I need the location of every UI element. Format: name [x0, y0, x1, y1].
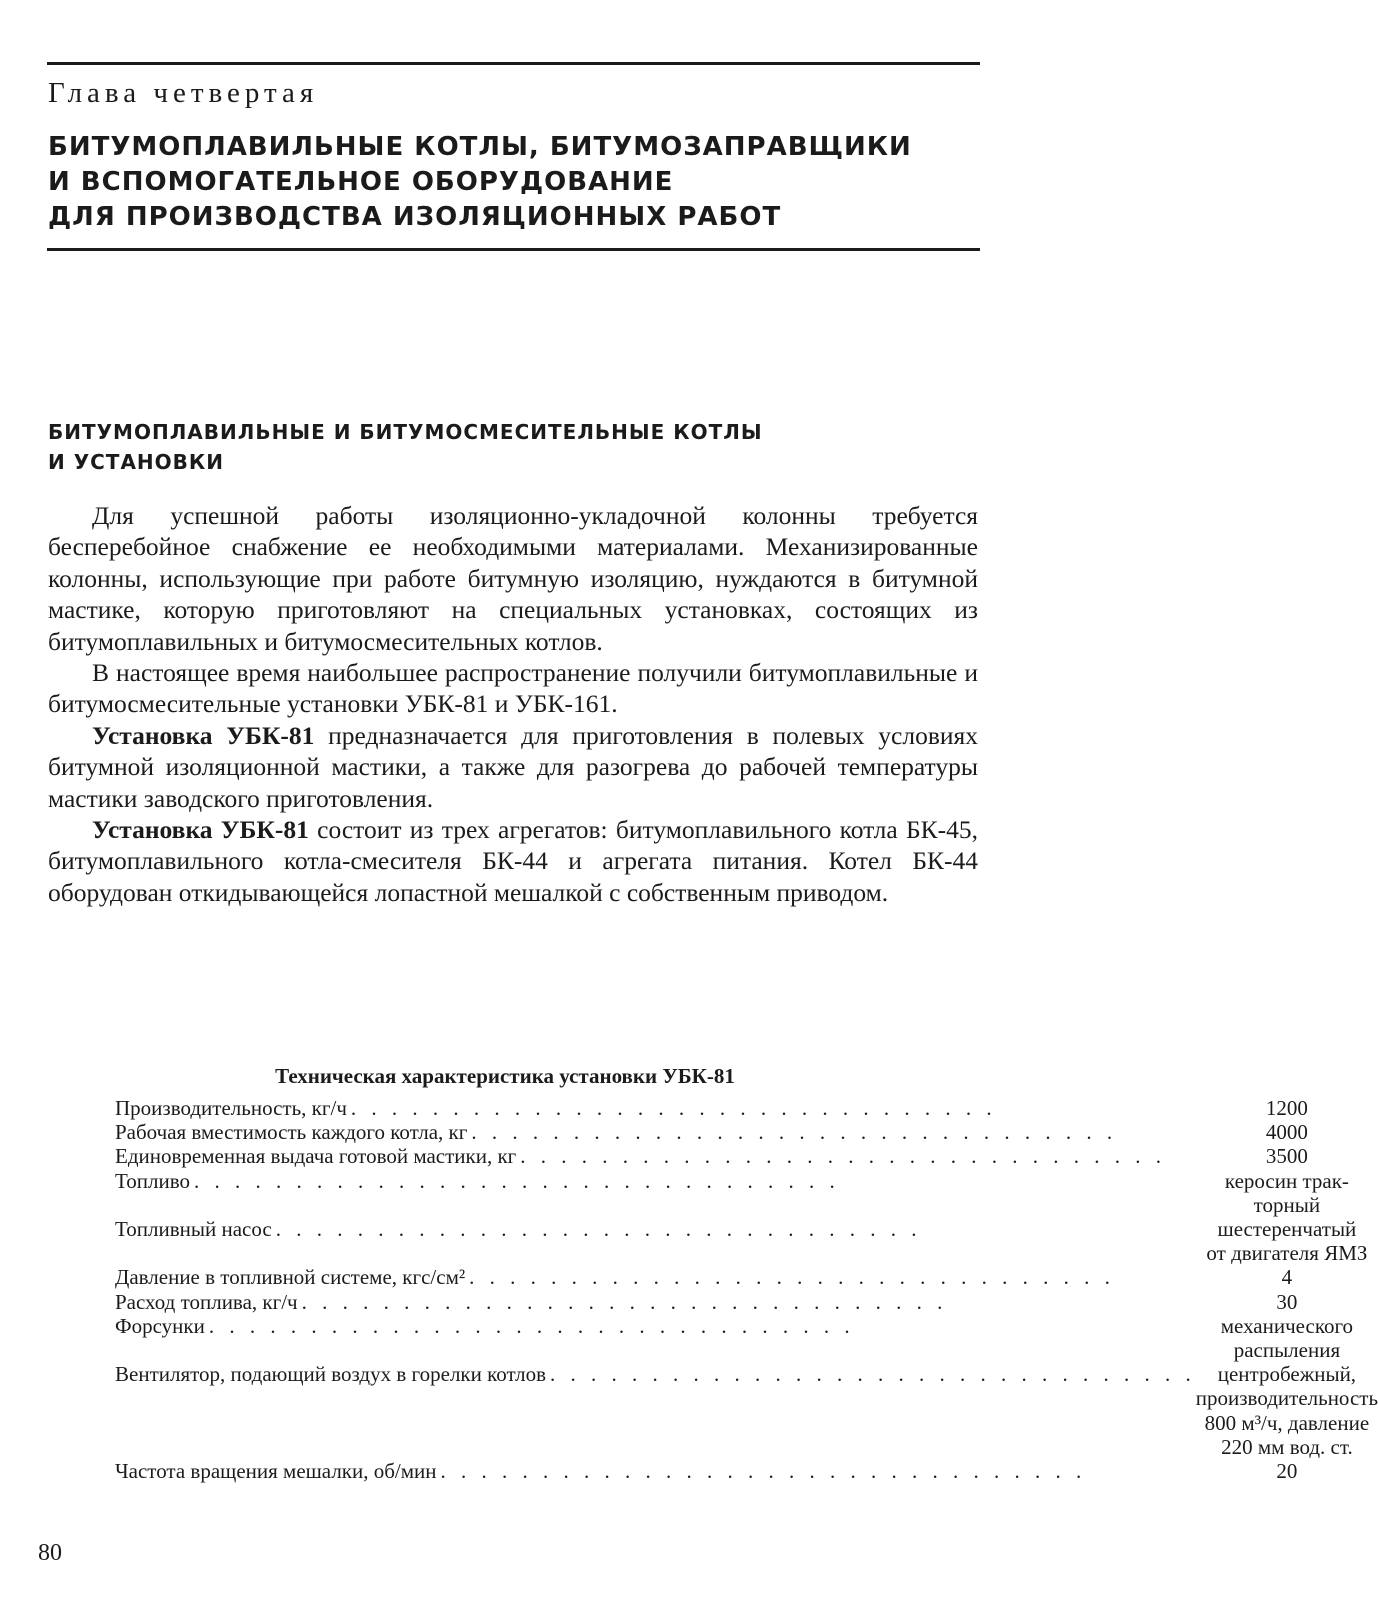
- spec-value-cell: [1196, 1459, 1378, 1483]
- spec-label-cell: [115, 1314, 1196, 1362]
- paragraph-text: состоит из трех агрегатов: битумоплавильного котла БК-45, битумоплавильного котла-смесителя БК-44 и агрегата питания. Котел БК-44 оборудован откидывающейся лопастной мешалкой с собственным приводом.: [48, 815, 978, 907]
- dot-leader: . . . . . . . . . . . . . . . . . . . . . . . . . . . . . . . .: [550, 1362, 1196, 1387]
- dot-leader: . . . . . . . . . . . . . . . . . . . . . . . . . . . . . . . .: [520, 1144, 1167, 1169]
- spec-value-cell: [1196, 1096, 1378, 1120]
- spec-value-line: 3500: [1265, 1144, 1308, 1169]
- spec-value-line: от двигателя ЯМЗ: [1206, 1241, 1368, 1266]
- spec-label-wrap: [115, 1459, 1196, 1483]
- top-rule: [47, 62, 980, 65]
- spec-value-line: шестеренчатый: [1217, 1217, 1357, 1242]
- spec-value-line: механического: [1220, 1313, 1354, 1338]
- spec-value-line: 4000: [1265, 1120, 1308, 1145]
- spec-label-wrap: [115, 1362, 1196, 1386]
- spec-label: Рабочая вместимость каждого котла, кг: [115, 1120, 468, 1145]
- spec-value-cell: [1196, 1290, 1378, 1314]
- spec-table-body: [115, 1096, 1378, 1483]
- spec-row: [115, 1096, 1378, 1120]
- spec-row: [115, 1314, 1378, 1362]
- dot-leader: . . . . . . . . . . . . . . . . . . . . . . . . . . . . . . . .: [301, 1289, 948, 1314]
- spec-label: Единовременная выдача готовой мастики, кг: [115, 1144, 517, 1169]
- dot-leader: . . . . . . . . . . . . . . . . . . . . . . . . . . . . . . . .: [208, 1313, 855, 1338]
- spec-label: Топливо: [115, 1168, 190, 1193]
- spec-row: [115, 1362, 1378, 1459]
- section-title-line: БИТУМОПЛАВИЛЬНЫЕ И БИТУМОСМЕСИТЕЛЬНЫЕ КОТЛЫ: [48, 420, 763, 444]
- page-number: 80: [38, 1540, 62, 1566]
- spec-label-cell: [115, 1144, 1196, 1168]
- spec-label-cell: [115, 1120, 1196, 1144]
- spec-label-cell: [115, 1265, 1196, 1289]
- chapter-label: Глава четвертая: [48, 77, 319, 109]
- spec-row: [115, 1144, 1378, 1168]
- spec-row: [115, 1217, 1378, 1265]
- spec-value-cell: [1196, 1314, 1378, 1362]
- paragraph: [48, 720, 978, 814]
- spec-row: [115, 1120, 1378, 1144]
- paragraph: [48, 657, 978, 720]
- spec-label: Топливный насос: [115, 1217, 272, 1242]
- section-title: [48, 417, 948, 477]
- dot-leader: . . . . . . . . . . . . . . . . . . . . . . . . . . . . . . . .: [440, 1459, 1087, 1484]
- spec-label-wrap: [115, 1217, 1196, 1241]
- paragraph-text: В настоящее время наибольшее распространение получили битумоплавильные и битумосмесительные установки УБК-81 и УБК-161.: [48, 658, 978, 719]
- spec-value-cell: [1196, 1169, 1378, 1217]
- spec-row: [115, 1265, 1378, 1289]
- spec-label-wrap: [115, 1120, 1196, 1144]
- spec-value-line: распыления: [1233, 1338, 1341, 1363]
- spec-label: Форсунки: [115, 1313, 205, 1338]
- spec-value-cell: [1196, 1144, 1378, 1168]
- body-text: [48, 500, 978, 908]
- dot-leader: . . . . . . . . . . . . . . . . . . . . . . . . . . . . . . . .: [350, 1096, 997, 1120]
- spec-label-cell: [115, 1217, 1196, 1265]
- spec-label-wrap: [115, 1290, 1196, 1314]
- dot-leader: . . . . . . . . . . . . . . . . . . . . . . . . . . . . . . . .: [469, 1265, 1115, 1290]
- spec-value-line: 20: [1276, 1459, 1298, 1484]
- paragraph-text: Для успешной работы изоляционно-укладочной колонны требуется бесперебойное снабжение ее необходимыми материалами. Механизированные колонны, использующие при работе битумную изоляцию, нуждаются в битумной мастике, которую приготовляют на специальных установках, состоящих из битумоплавильных и битумосмесительных котлов.: [48, 501, 978, 656]
- spec-value-line: 1200: [1265, 1096, 1308, 1120]
- spec-table: [115, 1096, 1378, 1483]
- dot-leader: . . . . . . . . . . . . . . . . . . . . . . . . . . . . . . . .: [193, 1168, 840, 1193]
- spec-label-cell: [115, 1290, 1196, 1314]
- spec-label-wrap: [115, 1314, 1196, 1338]
- chapter-title-line: БИТУМОПЛАВИЛЬНЫЕ КОТЛЫ, БИТУМОЗАПРАВЩИКИ: [48, 132, 912, 162]
- spec-value-cell: [1196, 1120, 1378, 1144]
- chapter-title-line: ДЛЯ ПРОИЗВОДСТВА ИЗОЛЯЦИОННЫХ РАБОТ: [48, 202, 782, 232]
- spec-row: [115, 1169, 1378, 1217]
- dot-leader: . . . . . . . . . . . . . . . . . . . . . . . . . . . . . . . .: [275, 1217, 922, 1242]
- paragraph: [48, 500, 978, 657]
- chapter-title: [48, 130, 988, 235]
- spec-label-cell: [115, 1362, 1196, 1459]
- spec-value-line: центробежный,: [1217, 1362, 1357, 1387]
- spec-value-line: 800 м³/ч, давление: [1204, 1410, 1370, 1435]
- paragraph-lead: Установка УБК-81: [92, 720, 315, 750]
- spec-label-cell: [115, 1096, 1196, 1120]
- paragraph-lead: Установка УБК-81: [92, 815, 309, 845]
- dot-leader: . . . . . . . . . . . . . . . . . . . . . . . . . . . . . . . .: [471, 1120, 1118, 1145]
- spec-row: [115, 1459, 1378, 1483]
- spec-value-line: торный: [1253, 1192, 1321, 1217]
- spec-label-wrap: [115, 1144, 1196, 1168]
- spec-value-line: керосин трак-: [1224, 1168, 1349, 1193]
- spec-value-cell: [1196, 1265, 1378, 1289]
- spec-table-title: Техническая характеристика установки УБК-81: [275, 1064, 735, 1088]
- paragraph: [48, 814, 978, 908]
- spec-label: Вентилятор, подающий воздух в горелки котлов: [115, 1362, 547, 1387]
- spec-value-line: 30: [1276, 1289, 1298, 1314]
- spec-value-line: 4: [1281, 1265, 1293, 1290]
- spec-label: Давление в топливной системе, кгс/см²: [115, 1265, 466, 1290]
- spec-value-line: производительность: [1195, 1386, 1378, 1411]
- chapter-title-line: И ВСПОМОГАТЕЛЬНОЕ ОБОРУДОВАНИЕ: [48, 167, 674, 197]
- spec-row: [115, 1290, 1378, 1314]
- spec-value-line: 220 мм вод. ст.: [1221, 1434, 1353, 1459]
- spec-label-wrap: [115, 1096, 1196, 1120]
- spec-label-cell: [115, 1169, 1196, 1217]
- spec-label-wrap: [115, 1265, 1196, 1289]
- section-title-line: И УСТАНОВКИ: [48, 450, 224, 474]
- spec-label: Расход топлива, кг/ч: [115, 1289, 298, 1314]
- spec-label: Производительность, кг/ч: [115, 1096, 347, 1120]
- spec-label: Частота вращения мешалки, об/мин: [115, 1459, 437, 1484]
- bottom-rule: [47, 248, 980, 251]
- spec-label-cell: [115, 1459, 1196, 1483]
- spec-value-cell: [1196, 1362, 1378, 1459]
- spec-label-wrap: [115, 1169, 1196, 1193]
- spec-value-cell: [1196, 1217, 1378, 1265]
- paragraph-text: предназначается для приготовления в полевых условиях битумной изоляционной мастики, а также для разогрева до рабочей температуры мастики заводского приготовления.: [48, 720, 979, 813]
